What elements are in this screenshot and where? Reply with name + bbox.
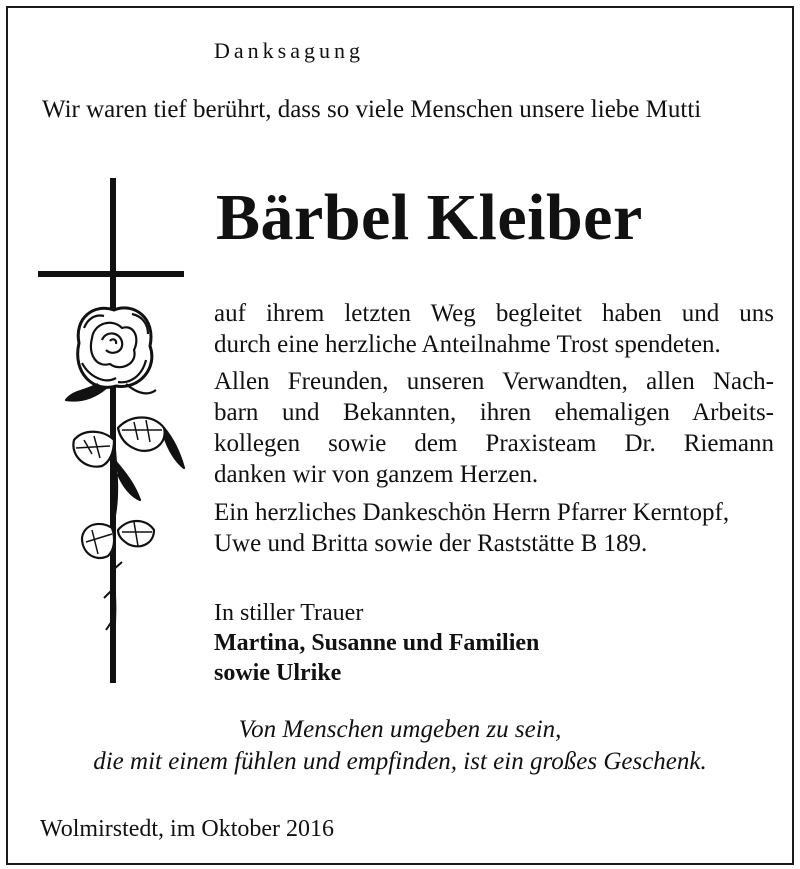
- mourning-label: In stiller Trauer: [214, 600, 364, 626]
- paragraph-accompanied: [214, 298, 774, 360]
- text-line: durch eine herzliche Anteilnahme Trost spendeten.: [214, 331, 721, 358]
- text-line: Uwe und Britta sowie der Raststätte B 189.: [214, 530, 648, 557]
- mourners-block: [214, 598, 539, 688]
- cross-with-rose-icon: [34, 178, 194, 688]
- paragraph-thanks: [214, 366, 774, 490]
- notice-heading: Danksagung: [214, 38, 364, 63]
- obituary-notice: [6, 6, 794, 865]
- text-line: auf ihrem letzten Weg begleitet haben und uns: [214, 300, 774, 327]
- mourner-line: Martina, Susanne und Familien: [214, 630, 540, 656]
- place-date: Wolmirstedt, im Oktober 2016: [40, 816, 335, 842]
- paragraph-special-thanks: [214, 497, 774, 559]
- text-line: Ein herzliches Dankeschön Herrn Pfarrer Kerntopf,: [214, 499, 730, 526]
- quote-line: die mit einem fühlen und empfinden, ist ein großes Geschenk.: [93, 748, 707, 775]
- rose-icon: [66, 308, 184, 648]
- mourner-line: sowie Ulrike: [214, 660, 342, 686]
- text-line: danken wir von ganzem Herzen.: [214, 461, 539, 488]
- text-line: kollegen sowie dem Praxisteam Dr. Riemann: [214, 430, 774, 457]
- intro-line: Wir waren tief berührt, dass so viele Menschen unsere liebe Mutti: [42, 96, 702, 123]
- deceased-name: Bärbel Kleiber: [216, 181, 643, 254]
- closing-quote: [8, 714, 792, 778]
- text-line: Allen Freunden, unseren Verwandten, allen Nach-: [214, 368, 774, 395]
- text-line: barn und Bekannten, ihren ehemaligen Arbeits-: [214, 399, 774, 426]
- quote-line: Von Menschen umgeben zu sein,: [238, 716, 562, 743]
